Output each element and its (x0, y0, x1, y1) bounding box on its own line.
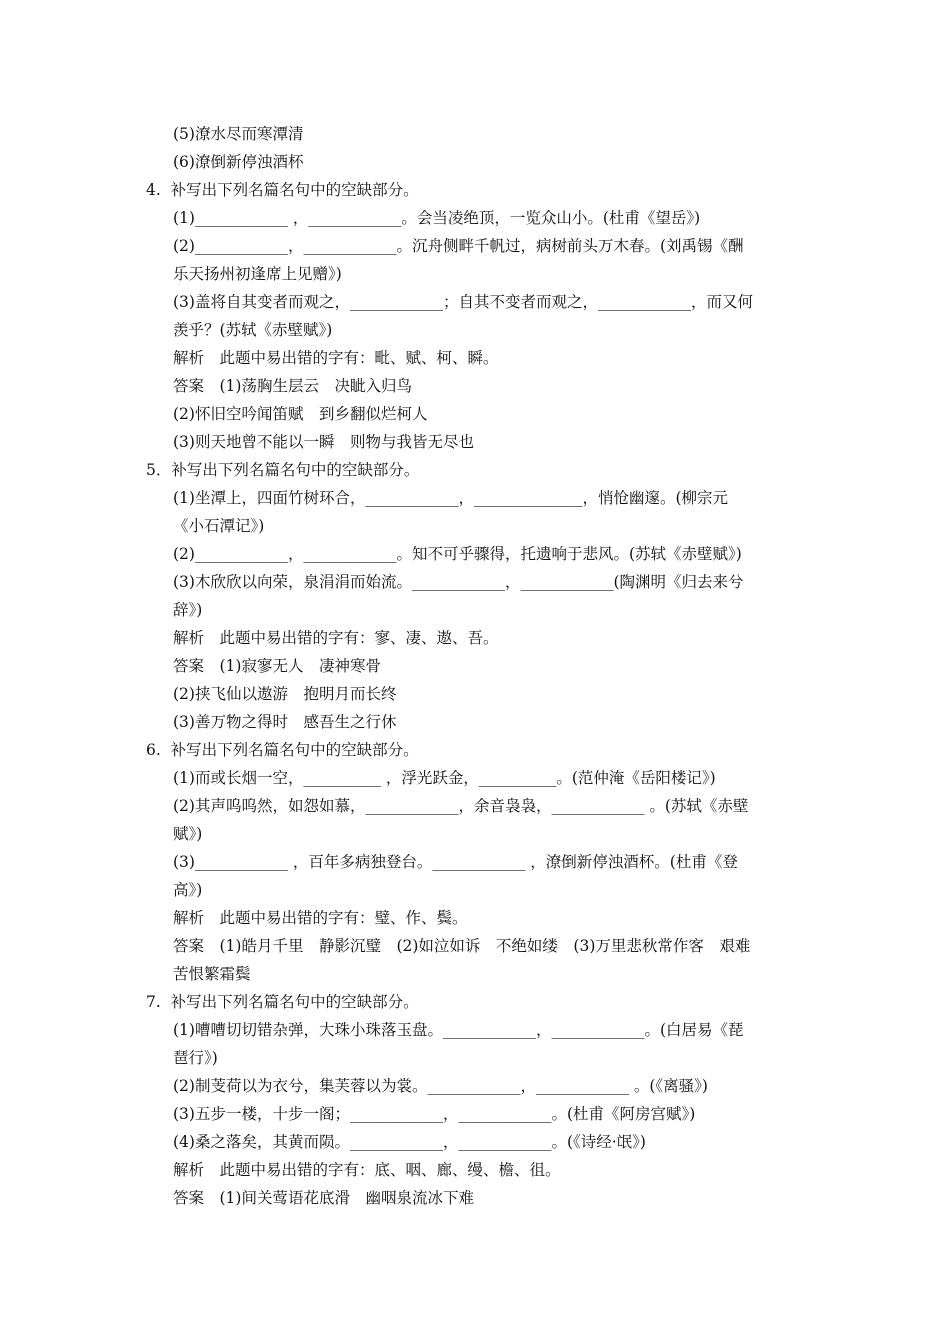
text-line: (1)而或长烟一空，__________ ，浮光跃金，__________。(范仲淹《岳阳楼记》) (173, 769, 716, 787)
text-line: (1)嘈嘈切切错杂弹，大珠小珠落玉盘。____________，____________。(白居易《琵 (173, 1021, 744, 1039)
text-line: (1)____________ ，____________。会当凌绝顶，一览众山小。(杜甫《望岳》) (173, 209, 701, 227)
text-line: (5)潦水尽而寒潭清 (173, 125, 304, 143)
answer-line: (2)怀旧空吟闻笛赋 到乡翻似烂柯人 (173, 405, 428, 423)
text-line: 高》) (173, 881, 203, 899)
answer-line: (3)善万物之得时 感吾生之行休 (173, 713, 397, 731)
text-line: 乐天扬州初逢席上见赠》) (173, 265, 342, 283)
text-line: 《小石潭记》) (173, 517, 265, 535)
answer-line: 答案 (1)寂寥无人 凄神寒骨 (173, 657, 381, 675)
text-line: (3)木欣欣以向荣，泉涓涓而始流。____________，____________(陶渊明《归去来兮 (173, 573, 744, 591)
text-line: (3)____________ ，百年多病独登台。____________ ，潦倒新停浊酒杯。(杜甫《登 (173, 853, 738, 871)
text-line: (2)制芰荷以为衣兮，集芙蓉以为裳。____________，____________ 。(《离骚》) (173, 1077, 708, 1095)
question-heading: 7. 补写出下列名篇名句中的空缺部分。 (146, 993, 419, 1011)
answer-line: (3)则天地曾不能以一瞬 则物与我皆无尽也 (173, 433, 474, 451)
analysis-line: 解析 此题中易出错的字有：底、咽、廊、缦、檐、徂。 (173, 1161, 561, 1179)
text-line: 辞》) (173, 601, 203, 619)
text-line: 赋》) (173, 825, 203, 843)
text-line: (2)____________，____________。沉舟侧畔千帆过，病树前头万木春。(刘禹锡《酬 (173, 237, 744, 255)
answer-line: 苦恨繁霜鬓 (173, 965, 251, 983)
text-line: (3)盖将自其变者而观之，____________；自其不变者而观之，____________，而又何 (173, 293, 753, 311)
text-line: (3)五步一楼，十步一阁；____________，____________。(杜甫《阿房宫赋》) (173, 1105, 696, 1123)
answer-line: 答案 (1)间关莺语花底滑 幽咽泉流冰下难 (173, 1189, 474, 1207)
question-heading: 5．补写出下列名篇名句中的空缺部分。 (146, 461, 420, 479)
text-line: 琶行》) (173, 1049, 218, 1067)
analysis-line: 解析 此题中易出错的字有：寥、凄、遨、吾。 (173, 629, 499, 647)
text-line: (2)____________，____________。知不可乎骤得，托遗响于悲风。(苏轼《赤壁赋》) (173, 545, 742, 563)
answer-line: 答案 (1)荡胸生层云 决眦入归鸟 (173, 377, 412, 395)
question-heading: 4. 补写出下列名篇名句中的空缺部分。 (146, 181, 419, 199)
answer-line: (2)挟飞仙以遨游 抱明月而长终 (173, 685, 397, 703)
answer-line: 答案 (1)皓月千里 静影沉璧 (2)如泣如诉 不绝如缕 (3)万里悲秋常作客 艰难 (173, 937, 751, 955)
question-heading: 6. 补写出下列名篇名句中的空缺部分。 (146, 741, 419, 759)
text-line: (2)其声呜呜然，如怨如慕，____________，余音袅袅，____________ 。(苏轼《赤壁 (173, 797, 749, 815)
text-line: (1)坐潭上，四面竹树环合，____________，______________，悄怆幽邃。(柳宗元 (173, 489, 729, 507)
text-line: (6)潦倒新停浊酒杯 (173, 153, 304, 171)
analysis-line: 解析 此题中易出错的字有：毗、赋、柯、瞬。 (173, 349, 499, 367)
analysis-line: 解析 此题中易出错的字有：璧、作、鬓。 (173, 909, 468, 927)
text-line: (4)桑之落矣，其黄而陨。____________，____________。(《诗经·氓》) (173, 1133, 646, 1151)
text-line: 羡乎？(苏轼《赤壁赋》) (173, 321, 333, 339)
